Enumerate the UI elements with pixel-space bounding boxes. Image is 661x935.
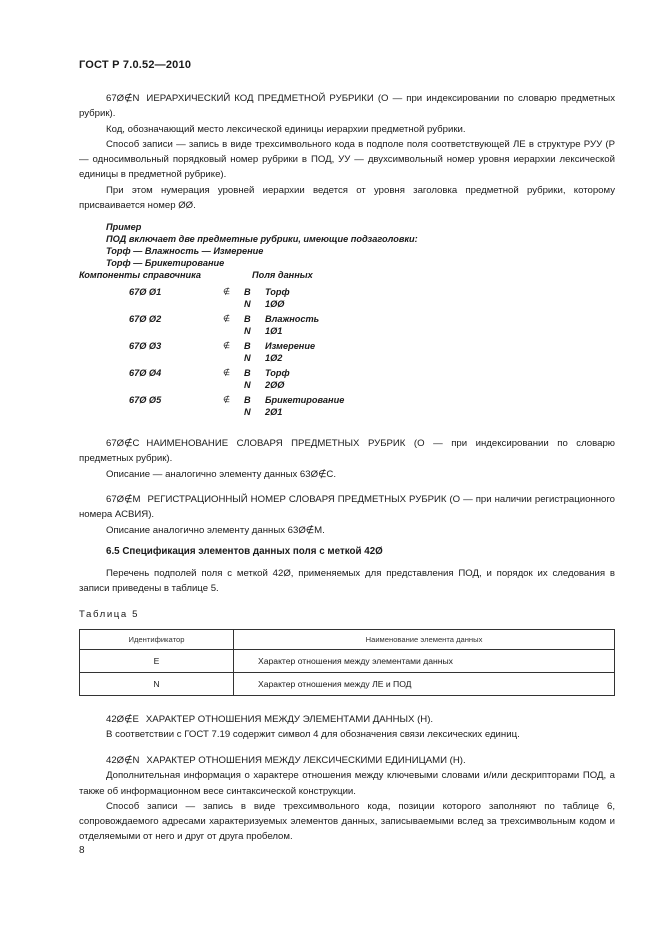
not-element-icon: ∉ [223, 314, 230, 323]
paragraph: Перечень подполей поля с меткой 42Ø, применяемых для представления ПОД, и порядок их следования в записи приведены в таблице 5. [79, 568, 615, 595]
column-header: Наименование элемента данных [234, 630, 615, 650]
block-67-c [79, 436, 615, 482]
paragraph: Описание аналогично элементу данных 63Ø∉M. [106, 524, 325, 536]
table-cell: Характер отношения между ЛЕ и ПОД [234, 673, 615, 696]
not-element-icon: ∉ [223, 368, 230, 377]
block-67-m [79, 492, 615, 538]
not-element-icon: ∉ [223, 395, 230, 404]
not-element-icon: ∉ [223, 341, 230, 350]
paragraph: Дополнительная информация о характере отношения между ключевыми словами и/или дескрипторами ПОД, а также об информационном весе синтаксической конструкции. [79, 770, 615, 797]
example-title: Пример [106, 222, 142, 232]
table-row [80, 673, 615, 696]
paragraph: 67Ø∉M РЕГИСТРАЦИОННЫЙ НОМЕР СЛОВАРЯ ПРЕДМЕТНЫХ РУБРИК (О — при наличии регистрационного номера АСВИЯ). [79, 494, 615, 521]
paragraph: 67Ø∉N ИЕРАРХИЧЕСКИЙ КОД ПРЕДМЕТНОЙ РУБРИКИ (О — при индексировании по словарю предметных рубрик). [79, 93, 615, 120]
document-page: ГОСТ Р 7.0.52—2010 67Ø∉N ИЕРАРХИЧЕСКИЙ КОД ПРЕДМЕТНОЙ РУБРИКИ (О — при индексировании по словарю предметных рубрик). Код, обозначающий место лексической единицы иерархии предметной рубрики. Способ записи — запись в виде трехсимвольного кода в подполе поля соответствующей ЛЕ в структуре РУУ (Р — односимвольный порядковый номер рубрики в ПОД, УУ — двухсимвольный номер уровня иерархии лексической единицы в предметной рубрике). При этом нумерация уровней иерархии ведется от уровня заголовка предметной рубрики, которому присваивается номер ØØ. Пример ПОД включает две предметные рубрики, имеющие подзаголовки: Торф — Влажность — Измерение Торф — Брикетирование Компоненты справочника Поля данных 67Ø Ø1 ∉ B Торф N 1ØØ 67Ø Ø2 ∉ B Влажность N 1Ø1 67Ø Ø3 ∉ B Измерение N 1Ø2 67Ø Ø4 ∉ B Торф N 2ØØ 67Ø Ø5 ∉ B Брикетирование N 2Ø1 67Ø∉C НАИМЕНОВАНИЕ СЛОВАРЯ ПРЕДМЕТНЫХ РУБРИК (О — при индексировании по словарю предметных рубрик). Описание — аналогично элементу данных 63Ø∉C. 67Ø∉M РЕГИСТРАЦИОННЫЙ НОМЕР СЛОВАРЯ ПРЕДМЕТНЫХ РУБРИК (О — при наличии регистрационного номера АСВИЯ). Описание аналогично элементу данных 63Ø∉M. 6.5 Спецификация элементов данных поля с меткой 42Ø Перечень подполей поля с меткой 42Ø, применяемых для представления ПОД, и порядок их следования в записи приведены в таблице 5. Таблица 5 Идентификатор Наименование элемента данных E Характер отношения между элементами данных N Характер отношения между ЛЕ и ПОД 42Ø∉E ХАРАКТЕР ОТНОШЕНИЯ МЕЖДУ ЭЛЕМЕНТАМИ ДАННЫХ (Н). В соответствии с ГОСТ 7.19 содержит символ 4 для обозначения связи лексических единиц. 42Ø∉N ХАРАКТЕР ОТНОШЕНИЯ МЕЖДУ ЛЕКСИЧЕСКИМИ ЕДИНИЦАМИ (Н). Дополнительная информация о характере отношения между ключевыми словами и/или дескрипторами ПОД, а также об информационном весе синтаксической конструкции. Способ записи — запись в виде трехсимвольного кода, позиции которого заполняют по таблице 6, сопровождаемого адресами характеризуемых элементов данных, записываемыми вслед за трехсимвольным кодом и отделяемыми от него и друг от друга пробелом. 8 [79, 59, 615, 856]
paragraph: Способ записи — запись в виде трехсимвольного кода, позиции которого заполняют по таблице 6, сопровождаемого адресами характеризуемых элементов данных, записываемыми вслед за трехсимвольным кодом и отделяемыми от него и друг от друга пробелом. [79, 800, 615, 843]
page-number: 8 [79, 845, 85, 856]
example-line: ПОД включает две предметные рубрики, имеющие подзаголовки: [106, 234, 418, 244]
table-cell: N [80, 673, 234, 696]
example-col-components: Компоненты справочника [79, 270, 202, 280]
table-row [80, 650, 615, 673]
paragraph: Код, обозначающий место лексической единицы иерархии предметной рубрики. [106, 123, 466, 135]
not-element-icon: ∉ [223, 287, 230, 296]
paragraph: 42Ø∉E ХАРАКТЕР ОТНОШЕНИЯ МЕЖДУ ЭЛЕМЕНТАМИ ДАННЫХ (Н). [106, 714, 434, 725]
example-col-fields: Поля данных [252, 270, 313, 280]
element-code: 67Ø∉N [106, 93, 140, 104]
paragraph: Способ записи — запись в виде трехсимвольного кода в подполе поля соответствующей ЛЕ в структуре РУУ (Р — односимвольный порядковый номер рубрики в ПОД, УУ — двухсимвольный номер уровня иерархии лексической единицы в предметной рубрике). [79, 138, 615, 181]
section-title: 6.5 Спецификация элементов данных поля с меткой 42Ø [106, 546, 383, 557]
table-cell: Характер отношения между элементами данных [234, 650, 615, 673]
paragraph: При этом нумерация уровней иерархии ведется от уровня заголовка предметной рубрики, которому присваивается номер ØØ. [79, 184, 615, 212]
block-42-n [79, 753, 615, 845]
block-67-n [79, 91, 615, 213]
block-42-e [79, 712, 615, 743]
paragraph: В соответствии с ГОСТ 7.19 содержит символ 4 для обозначения связи лексических единиц. [106, 729, 520, 741]
table-5 [79, 629, 615, 696]
paragraph: 42Ø∉N ХАРАКТЕР ОТНОШЕНИЯ МЕЖДУ ЛЕКСИЧЕСКИМИ ЕДИНИЦАМИ (Н). [106, 755, 466, 766]
example-line: Торф — Влажность — Измерение [106, 246, 264, 256]
element-code: 42Ø∉E [106, 714, 139, 725]
document-header: ГОСТ Р 7.0.52—2010 [79, 59, 192, 71]
element-code: 67Ø∉C [106, 438, 140, 449]
section-intro [79, 566, 615, 597]
element-code: 42Ø∉N [106, 755, 140, 766]
table-header-row [80, 630, 615, 650]
table-caption: Таблица 5 [79, 609, 140, 620]
column-header: Идентификатор [80, 630, 234, 650]
element-code: 67Ø∉M [106, 494, 141, 505]
table-cell: E [80, 650, 234, 673]
paragraph: 67Ø∉C НАИМЕНОВАНИЕ СЛОВАРЯ ПРЕДМЕТНЫХ РУБРИК (О — при индексировании по словарю предметных рубрик). [79, 438, 615, 465]
example-line: Торф — Брикетирование [106, 258, 225, 268]
paragraph: Описание — аналогично элементу данных 63Ø∉C. [106, 468, 337, 480]
